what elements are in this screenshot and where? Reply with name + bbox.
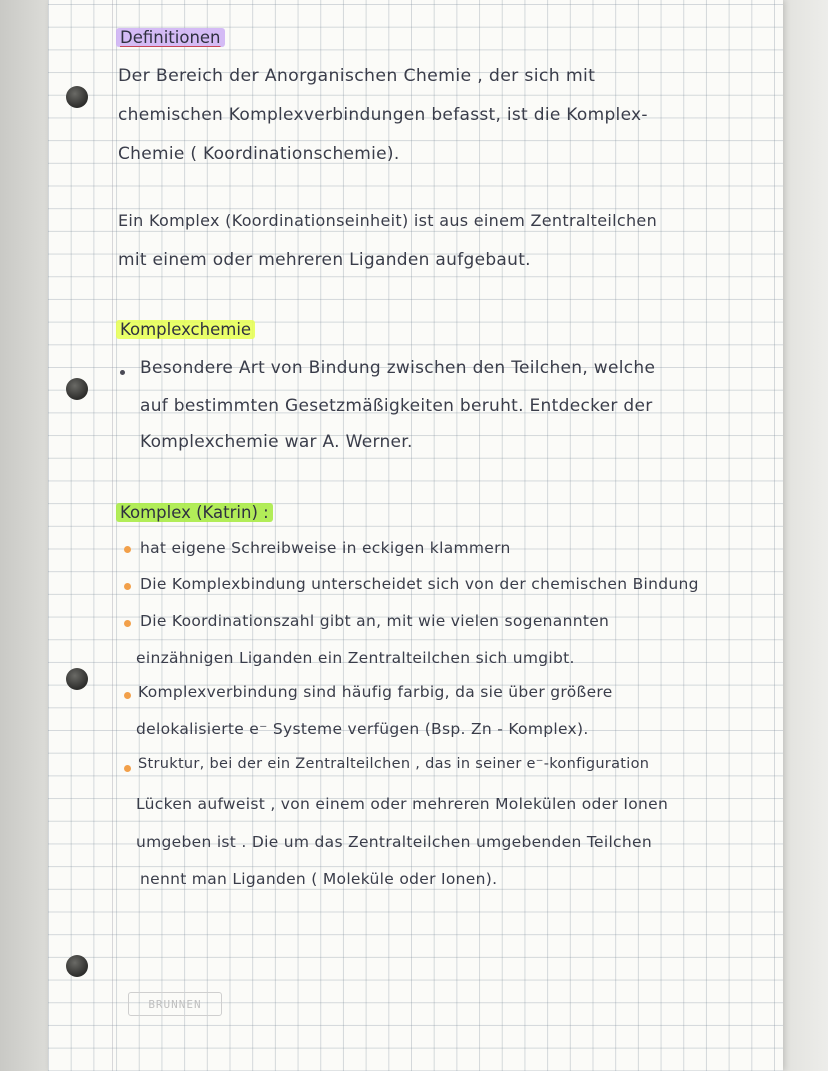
text-line: Chemie ( Koordinationschemie).: [118, 144, 400, 164]
bullet: [124, 583, 131, 590]
punch-hole-4: [66, 955, 88, 977]
text-line: nennt man Liganden ( Moleküle oder Ionen).: [140, 870, 498, 888]
bullet: [120, 370, 125, 375]
punch-hole-2: [66, 378, 88, 400]
punch-hole-3: [66, 668, 88, 690]
text-line: Lücken aufweist , von einem oder mehreren Molekülen oder Ionen: [136, 795, 669, 813]
heading-definitionen: Definitionen: [116, 28, 225, 47]
text-line: umgeben ist . Die um das Zentralteilchen umgebenden Teilchen: [136, 833, 652, 851]
text-line: delokalisierte e⁻ Systeme verfügen (Bsp. Zn - Komplex).: [136, 720, 589, 738]
margin-line: [112, 0, 113, 1071]
bullet: [124, 692, 131, 699]
text-line: mit einem oder mehreren Liganden aufgebaut.: [118, 250, 531, 270]
desk-background-right: [783, 0, 828, 1071]
text-line: Komplexverbindung sind häufig farbig, da sie über größere: [138, 683, 613, 701]
text-line: hat eigene Schreibweise in eckigen klammern: [140, 539, 511, 557]
punch-hole-1: [66, 86, 88, 108]
text-line: Struktur, bei der ein Zentralteilchen , das in seiner e⁻-konfiguration: [138, 756, 650, 772]
desk-background-left: [0, 0, 48, 1071]
heading-komplexchemie: Komplexchemie: [116, 320, 255, 339]
text-line: chemischen Komplexverbindungen befasst, ist die Komplex-: [118, 105, 648, 125]
bullet: [124, 765, 131, 772]
text-line: Die Komplexbindung unterscheidet sich von der chemischen Bindung: [140, 575, 699, 593]
text-line: einzähnigen Liganden ein Zentralteilchen sich umgibt.: [136, 649, 575, 667]
text-line: Die Koordinationszahl gibt an, mit wie vielen sogenannten: [140, 612, 610, 630]
text-line: Besondere Art von Bindung zwischen den Teilchen, welche: [140, 358, 656, 378]
bullet: [124, 546, 131, 553]
brand-stamp: BRUNNEN: [128, 992, 222, 1016]
text-line: Ein Komplex (Koordinationseinheit) ist aus einem Zentralteilchen: [118, 211, 658, 230]
text-line: Komplexchemie war A. Werner.: [140, 432, 413, 452]
bullet: [124, 620, 131, 627]
text-line: Der Bereich der Anorganischen Chemie , der sich mit: [118, 66, 596, 86]
heading-komplex-katrin: Komplex (Katrin) :: [116, 503, 273, 522]
text-line: auf bestimmten Gesetzmäßigkeiten beruht. Entdecker der: [140, 396, 653, 416]
